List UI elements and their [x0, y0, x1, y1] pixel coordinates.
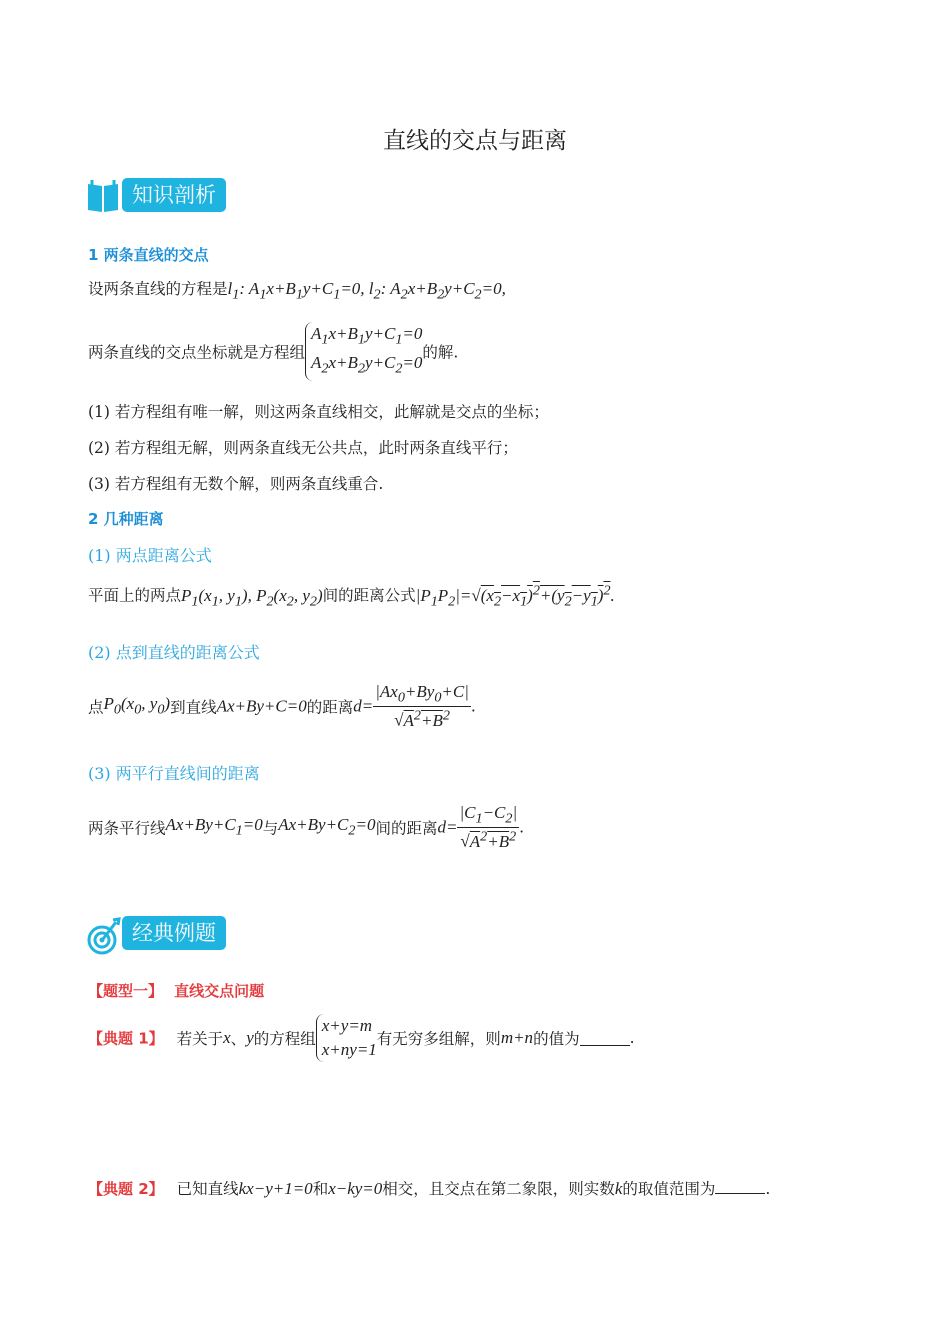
example-tag: 【典题 1】: [88, 1029, 164, 1048]
point-line-formula: 点$P_0(x_0$, $y_0$)到直线Ax+By+C=0的距离d= $\frac{|Ax_0+By_0+C|}{√A^2+B^2}$ .: [88, 682, 476, 731]
d-equals: d=: [437, 817, 458, 837]
text: 的方程组: [253, 1030, 316, 1048]
text: 相交，且交点在第二象限，则实数: [382, 1180, 615, 1198]
text: 点: [88, 698, 104, 717]
example-2: 【典题 2】 已知直线kx−y+1=0和x−ky=0相交，且交点在第二象限，则实数k的取值范围为 .: [88, 1179, 771, 1198]
parallel-formula: 两条平行线$Ax+By+C_1=0$与$Ax+By+C_2=0$间的距离d= $\frac{|C_1-C_2|}{√A^2+B^2}$ .: [88, 803, 525, 852]
type-tag: 【题型一】: [88, 982, 164, 1000]
case-item-3: (3) 若方程组有无数个解，则两条直线重合.: [88, 475, 384, 493]
sub-heading-two-points: (1) 两点距离公式: [88, 546, 212, 565]
text: 平面上的两点: [88, 586, 182, 605]
text: 两条平行线: [88, 819, 166, 838]
equation-system: x+y=m x+ny=1: [316, 1014, 377, 1062]
text: 已知直线: [176, 1180, 239, 1198]
type-title: 直线交点问题: [174, 982, 265, 1000]
point-line-fraction: $\frac{|Ax_0+By_0+C|}{√A^2+B^2}$: [375, 682, 469, 731]
sub-heading-parallel: (3) 两平行直线间的距离: [88, 764, 260, 783]
open-book-icon: [86, 178, 120, 214]
line-formula: Ax+By+C=0: [216, 696, 307, 716]
section-banner-examples: [86, 916, 246, 956]
banner-label: 经典例题: [122, 916, 226, 950]
question-type-1: [88, 980, 264, 1001]
line-equations: [88, 277, 506, 303]
section-heading-intersection: 1 两条直线的交点: [88, 246, 209, 264]
equation-system: $A_1x+B_1y+C_1=0$ $A_2x+B_2y+C_2=0$: [305, 322, 422, 381]
text: 间的距离公式: [322, 586, 416, 605]
text: 、: [230, 1030, 247, 1048]
text: 到直线: [170, 698, 217, 717]
text: 的解.: [422, 343, 459, 362]
d-equals: d=: [353, 696, 374, 716]
case-item-1: (1) 若方程组有唯一解，则这两条直线相交，此解就是交点的坐标；: [88, 403, 549, 421]
answer-blank: [715, 1179, 765, 1194]
section-heading-distances: 2 几种距离: [88, 510, 164, 528]
case-item-2: (2) 若方程组无解，则两条直线无公共点，此时两条直线平行；: [88, 439, 518, 457]
answer-blank: [580, 1031, 630, 1046]
text: 的距离: [306, 698, 354, 717]
two-point-formula: [88, 582, 615, 610]
text: 和: [312, 1180, 329, 1198]
example-1: 【典题 1】 若关于x、y的方程组x+y=m x+ny=1有无穷多组解，则m+n的值为 .: [88, 1014, 635, 1062]
distance-formula: $|P_1P_2|=√(x_2-x_1)^2+(y_2-y_1)^2$.: [415, 582, 615, 610]
page-title: 直线的交点与距离: [383, 128, 567, 154]
section-banner-knowledge: [86, 178, 246, 218]
text: 与: [262, 819, 279, 838]
banner-label: 知识剖析: [122, 178, 226, 212]
text: 两条直线的交点坐标就是方程组: [88, 343, 306, 362]
text: 若关于: [176, 1030, 224, 1048]
text: 的值为: [533, 1030, 580, 1048]
text: 的取值范围为: [622, 1180, 716, 1198]
points-formula: $P_1(x_1$, $y_1$), $P_2(x_2$, $y_2$): [181, 585, 323, 610]
system-statement: [88, 322, 458, 381]
text: 间的距离: [375, 819, 438, 838]
point-formula: $P_0(x_0$, $y_0$): [103, 694, 171, 718]
target-icon: [86, 916, 122, 956]
line1-formula: $Ax+By+C_1=0$: [165, 815, 263, 839]
parallel-fraction: $\frac{|C_1-C_2|}{√A^2+B^2}$: [459, 803, 518, 852]
sub-heading-point-line: (2) 点到直线的距离公式: [88, 643, 260, 662]
example-tag: 【典题 2】: [88, 1180, 164, 1198]
line2-formula: $Ax+By+C_2=0$: [278, 815, 376, 839]
text: 有无穷多组解，则: [376, 1030, 501, 1048]
text: 设两条直线的方程是: [88, 280, 228, 298]
line-equations-formula: $l_1$: $A_1x+B_1y+C_1=0$, $l_2$: $A_2x+B_2y+C_2=0$,: [227, 279, 506, 303]
